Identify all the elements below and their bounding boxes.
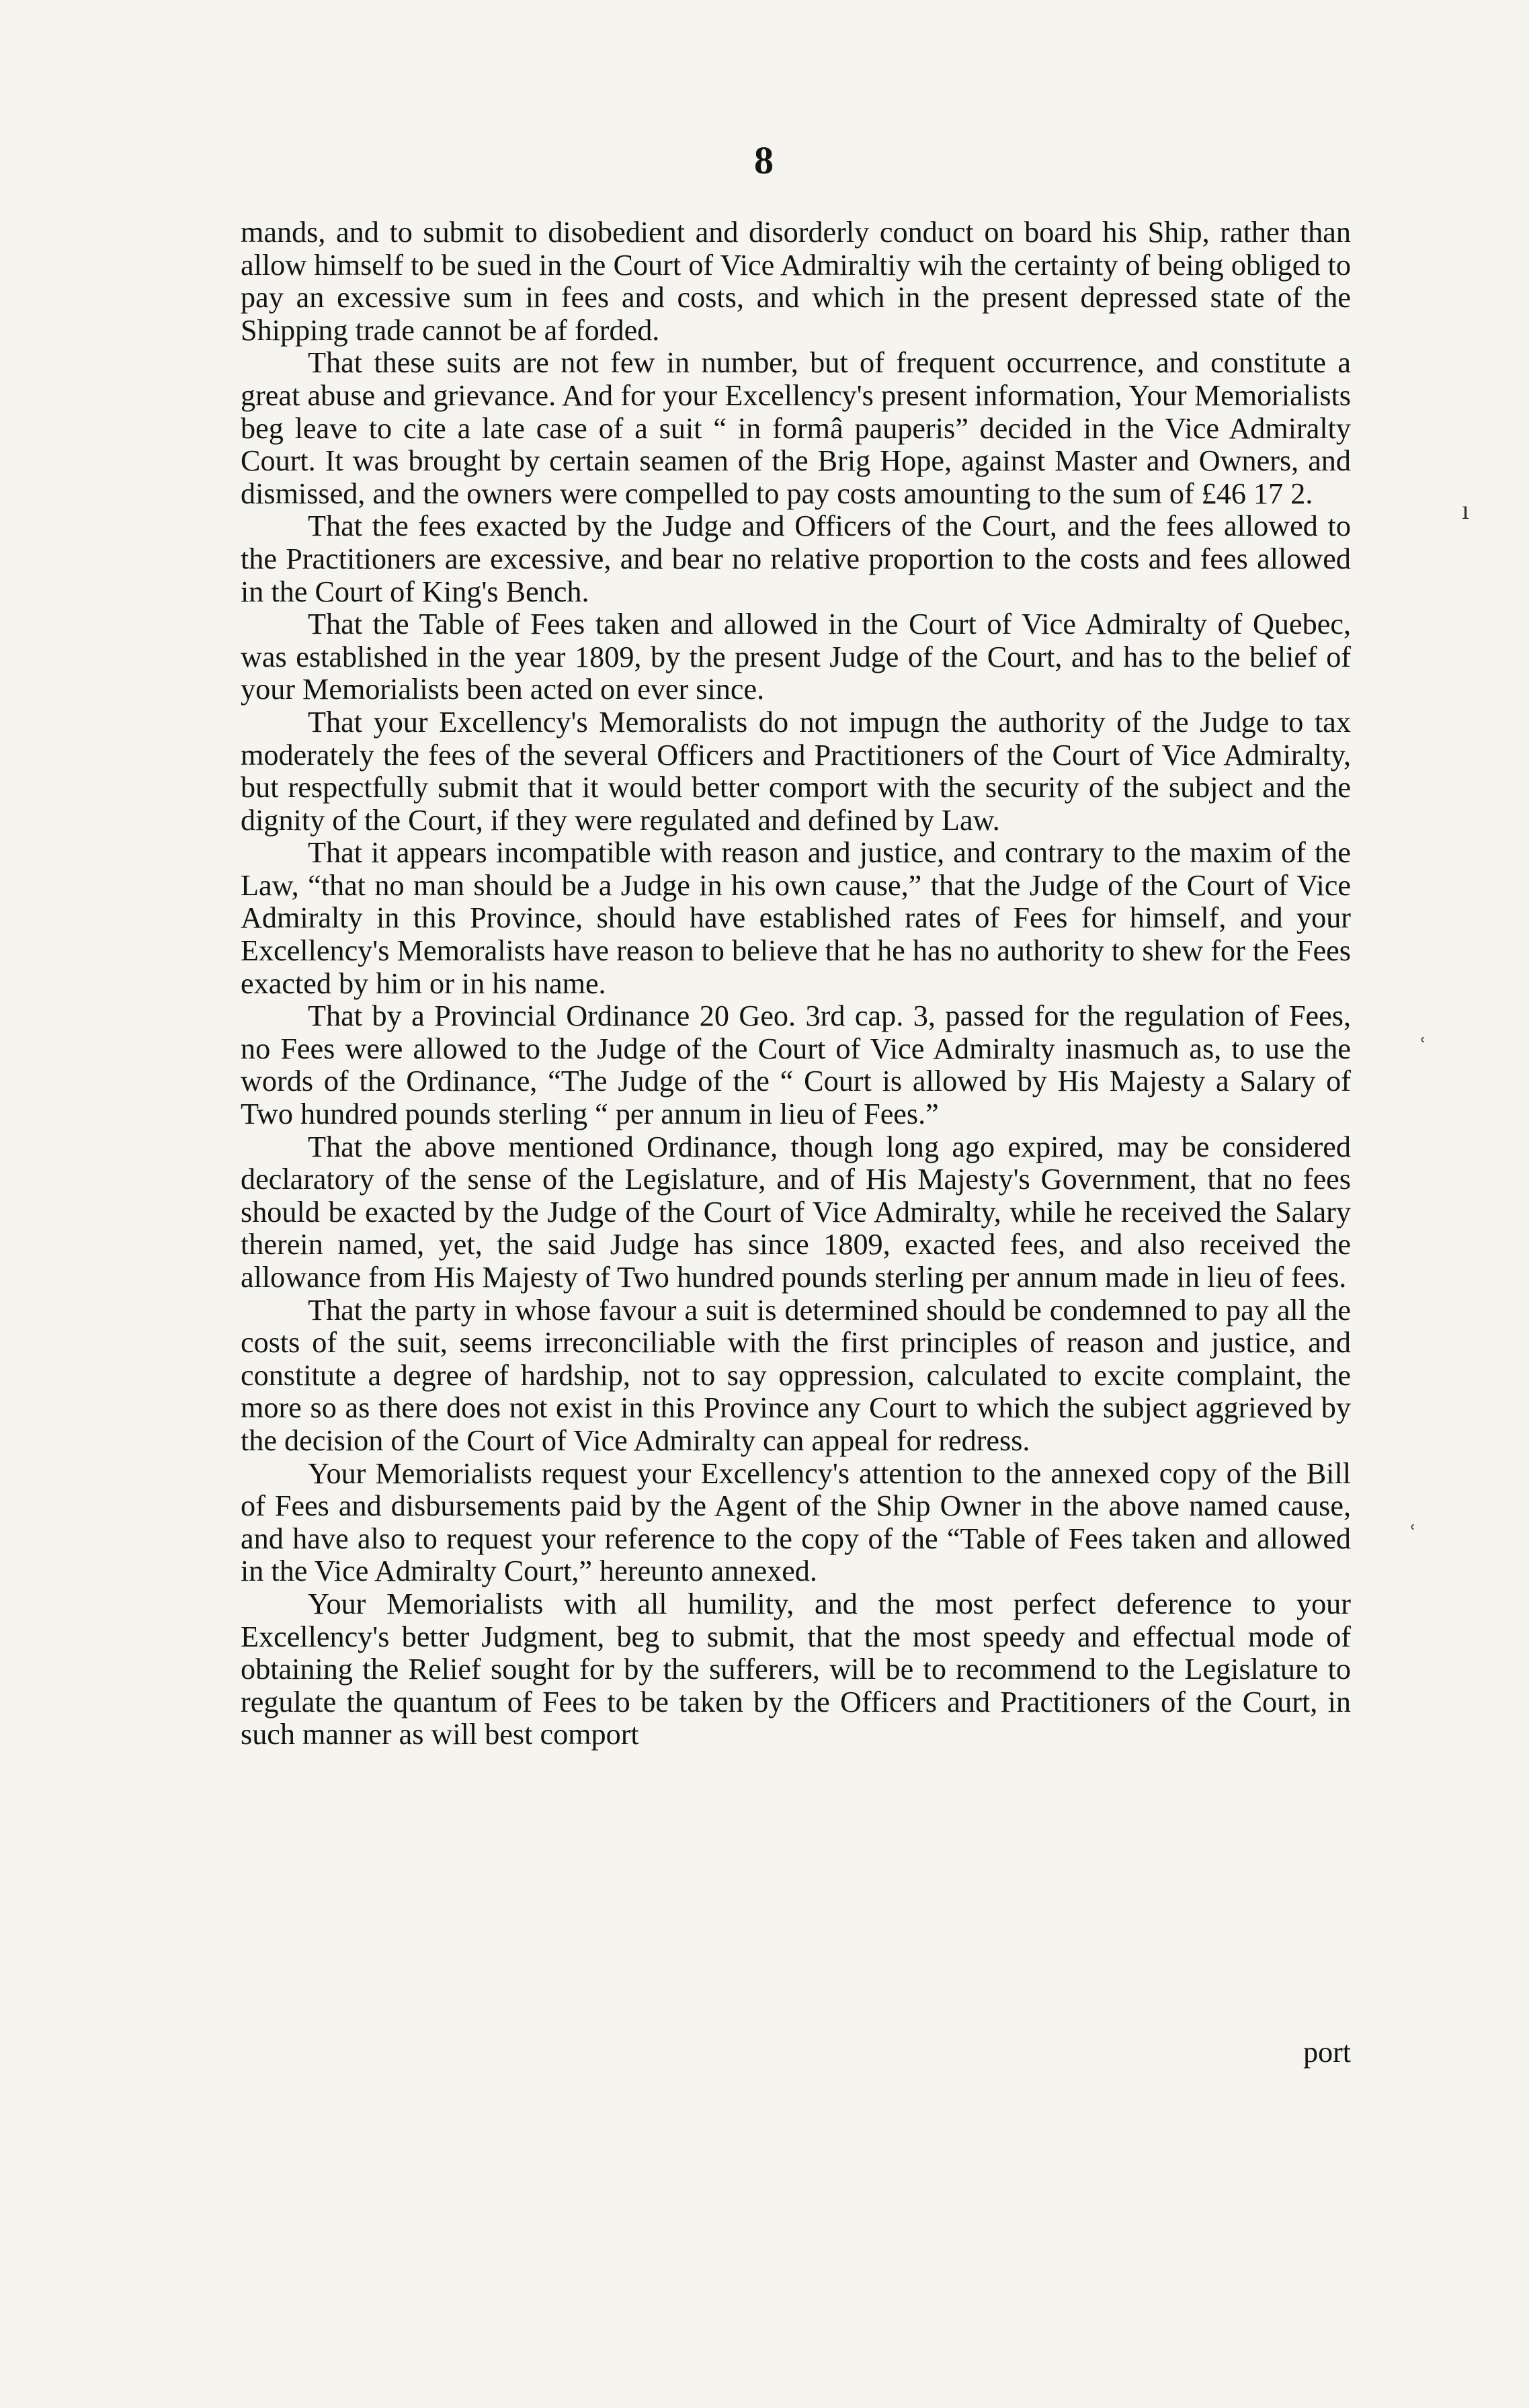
margin-mark: ʿ [1418,1032,1428,1063]
page-number: 8 [754,138,775,182]
paragraph: That it appears incompatible with reason and justice, and contrary to the maxim of the Law, “that no man should be a Judge in his own cause,” that the Judge of the Court of Vice Admiralty in this Province, should have established rates of Fees for himself, and your Excellency's Memoralists have reason to believe that he has no authority to shew for the Fees exacted by him or in his name. [241,836,1351,1000]
paragraph: Your Memorialists with all humility, and the most perfect deference to your Excellency's better Judgment, beg to submit, that the most speedy and effectual mode of obtaining the Relief sought for by the sufferers, will be to recommend to the Legislature to regulate the quantum of Fees to be taken by the Officers and Practitioners of the Court, in such manner as will best comport [241,1587,1351,1751]
margin-mark: ʿ [1408,1520,1417,1550]
paragraph: That the fees exacted by the Judge and Officers of the Court, and the fees allowed to the Practitioners are excessive, and bear no relative proportion to the costs and fees allowed in the Court of King's Bench. [241,509,1351,608]
paragraph: That the party in whose favour a suit is determined should be condemned to pay all the costs of the suit, seems irreconciliable with the first principles of reason and justice, and constitute a degree of hardship, not to say oppression, calculated to excite complaint, the more so as there does not exist in this Province any Court to which the subject aggrieved by the decision of the Court of Vice Admiralty can appeal for redress. [241,1293,1351,1457]
paragraph: That the Table of Fees taken and allowed in the Court of Vice Admiralty of Quebec, was established in the year 1809, by the present Judge of the Court, and has to the belief of your Memorialists been acted on ever since. [241,608,1351,706]
body-text [241,216,1351,1751]
paragraph: That the above mentioned Ordinance, though long ago expired, may be considered declaratory of the sense of the Legislature, and of His Majesty's Government, that no fees should be exacted by the Judge of the Court of Vice Admiralty, while he received the Salary therein named, yet, the said Judge has since 1809, exacted fees, and also received the allowance from His Majesty of Two hundred pounds sterling per annum made in lieu of fees. [241,1130,1351,1294]
paragraph: That these suits are not few in number, but of frequent occurrence, and constitute a great abuse and grievance. And for your Excellency's present information, Your Memorialists beg leave to cite a late case of a suit “ in formâ pauperis” decided in the Vice Admiralty Court. It was brought by certain seamen of the Brig Hope, against Master and Owners, and dismissed, and the owners were compelled to pay costs amounting to the sum of £46 17 2. [241,346,1351,510]
paragraph: That your Excellency's Memoralists do not impugn the authority of the Judge to tax moderately the fees of the several Officers and Practitioners of the Court of Vice Admiralty, but respectfully submit that it would better comport with the security of the subject and the dignity of the Court, if they were regulated and defined by Law. [241,705,1351,837]
paragraph: mands, and to submit to disobedient and disorderly conduct on board his Ship, rather than allow himself to be sued in the Court of Vice Admiraltiy wih the certainty of being obliged to pay an excessive sum in fees and costs, and which in the present depressed state of the Shipping trade cannot be af forded. [241,216,1351,347]
paragraph: That by a Provincial Ordinance 20 Geo. 3rd cap. 3, passed for the regulation of Fees, no Fees were allowed to the Judge of the Court of Vice Admiralty inasmuch as, to use the words of the Ordinance, “The Judge of the “ Court is allowed by His Majesty a Salary of Two hundred pounds sterling “ per annum in lieu of Fees.” [241,999,1351,1131]
catchword: port [1303,2036,1351,2069]
margin-mark: ı [1462,495,1470,525]
paragraph: Your Memorialists request your Excellency's attention to the annexed copy of the Bill of Fees and disbursements paid by the Agent of the Ship Owner in the above named cause, and have also to request your reference to the copy of the “Table of Fees taken and allowed in the Vice Admiralty Court,” hereunto annexed. [241,1456,1351,1588]
